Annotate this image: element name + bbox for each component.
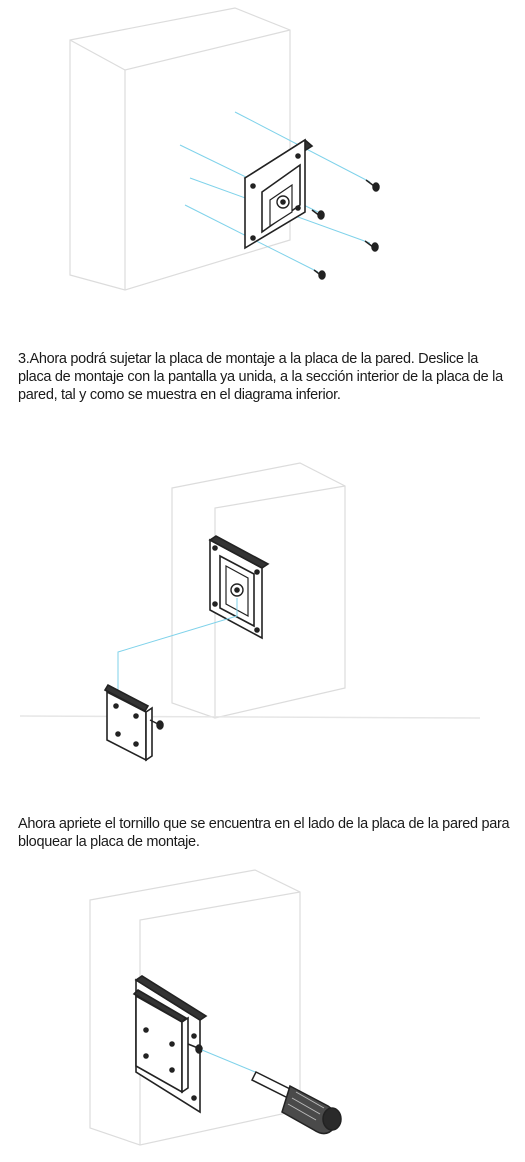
tighten-screw-illustration: [0, 860, 525, 1162]
screw-icon: [312, 210, 324, 219]
mounting-plate: [245, 140, 312, 248]
lock-instruction: Ahora apriete el tornillo que se encuentra en el lado de la placa de la pared para bloquear la placa de montaje.: [18, 816, 510, 850]
screw-icon: [365, 241, 378, 251]
figure-attach-plate-to-display: [0, 0, 525, 300]
floor-line: [20, 716, 480, 718]
step-3-instruction: 3.Ahora podrá sujetar la placa de montaje a la placa de la pared. Deslice la placa de montaje con la pantalla ya unida, a la sección interior de la placa de la pared, tal y como se muestra en el diagrama inferior.: [18, 351, 503, 403]
screw-icons: [312, 180, 379, 279]
figure-slide-into-wall-plate: [0, 448, 525, 783]
wall-plate: [105, 685, 152, 760]
screwdriver-icon: [252, 1072, 341, 1134]
mounting-assembly: [134, 976, 206, 1112]
slide-plate-illustration: [0, 448, 525, 783]
attach-plate-illustration: [0, 0, 525, 300]
screw-icon: [314, 270, 325, 279]
display-back-outline: [70, 8, 290, 290]
screw-icon: [366, 180, 379, 191]
mounting-plate: [210, 536, 268, 638]
figure-tighten-screw: [0, 860, 525, 1162]
guide-line: [202, 1050, 260, 1074]
